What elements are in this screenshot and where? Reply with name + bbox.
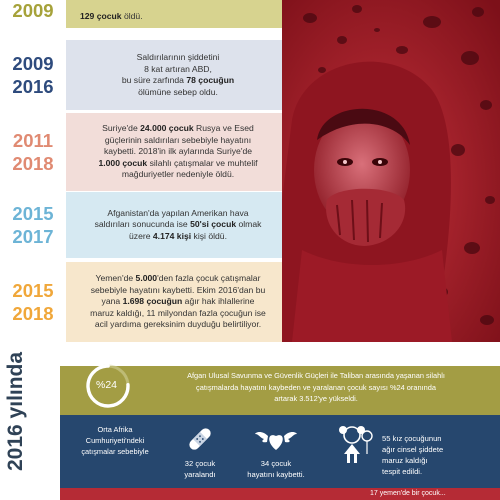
year-start: 2009 [12, 53, 54, 74]
timeline-row-2015-2017 [0, 192, 282, 258]
child-photo [282, 0, 500, 342]
highlight-text: 5.000 [135, 273, 158, 284]
body-text: ağır hak ihlallerine [182, 296, 255, 307]
body-text: Suriye'de [102, 123, 141, 134]
body-text: silahlı çatışmalar ve muhtelif [147, 157, 258, 168]
year-box [0, 113, 66, 191]
central-africa-text [64, 424, 166, 457]
stat-line: tespit edildi. [382, 467, 423, 476]
timeline-text [78, 40, 278, 110]
body-text: olmak [236, 219, 262, 230]
body-text: üzere [129, 230, 153, 241]
stat-line: 32 çocuk [184, 459, 216, 468]
year-end: 2018 [12, 153, 54, 174]
body-text: 'den fazla çocuk çatışmalar [157, 273, 261, 284]
year-end: 2018 [12, 303, 54, 324]
year-start: 2011 [12, 130, 54, 151]
highlight-text: 24.000 çocuk [140, 123, 194, 134]
timeline-row-2009 [0, 0, 282, 28]
body-text: kaybetti. 2018'in ilk aylarında Suriye'de [103, 146, 253, 157]
girl-icon [334, 424, 374, 470]
year-box [0, 192, 66, 258]
year-start: 2009 [12, 0, 54, 21]
timeline-text-bold: 129 çocuk [80, 10, 122, 21]
stat-line: ağır cinsel şiddete [382, 445, 444, 454]
section-title: 2016 yılında [4, 351, 27, 471]
highlight-text: 1.000 çocuk [98, 157, 148, 168]
text-line: Cumhuriyeti'ndeki [85, 436, 145, 445]
bandage-icon [185, 424, 215, 454]
text-line: Afgan Ulusal Savunma ve Güvenlik Güçleri ile Taliban arasında yaşanan silahlı [187, 371, 445, 380]
stat-line: hayatını kaybetti. [247, 470, 305, 479]
year-start: 2015 [12, 203, 54, 224]
body-text: acil yardıma gereksinim duyduğu belirtiliyor. [94, 319, 262, 330]
timeline-row-2015-2018 [0, 262, 282, 342]
body-text: saldırıları sonucunda ise [94, 219, 191, 230]
year-end: 2017 [12, 226, 54, 247]
body-text: bu süre zarfında [121, 75, 187, 85]
timeline-text [78, 0, 278, 28]
stat-line: 34 çocuk [260, 459, 292, 468]
body-text: mağduriyetler nedeniyle öldü. [121, 169, 235, 180]
timeline-row-2011-2018 [0, 113, 282, 191]
body-text: Rusya ve Esed [193, 123, 254, 134]
timeline-text [78, 262, 278, 342]
winged-heart-icon [254, 424, 298, 454]
body-text: Afganistan'da yapılan Amerikan hava [107, 207, 249, 218]
body-text: maruz kaldığı, 11 milyondan fazla çocuğun ise [90, 307, 266, 318]
timeline-row-2009-2016 [0, 40, 282, 110]
body-text: sebebiyle hayatını kaybetti. Ekim 2016'dan bu [90, 284, 266, 295]
stat-killed-children [238, 424, 314, 480]
text-line: çatışmalarda hayatını kaybeden ve yaralanan çocuk sayısı %24 oranında [196, 382, 436, 392]
afghan-child-count: 3.512 [110, 355, 138, 367]
body-text: Yemen'de [95, 273, 136, 284]
body-text: Saldırılarının şiddetini [136, 52, 220, 62]
afghan-percent: %24 [96, 379, 118, 391]
text-line: Orta Afrika [97, 425, 133, 434]
timeline-text-plain: öldü. [121, 10, 143, 21]
highlight-text: 50'si çocuk [190, 219, 237, 230]
afghanistan-text [146, 370, 486, 405]
text-line: artarak 3.512'ye yükseldi. [274, 394, 358, 404]
body-text: kişi öldü. [191, 230, 227, 241]
highlight-text: 78 çocuğun [186, 75, 235, 85]
stat-line: 55 kız çocuğunun [382, 434, 442, 443]
text-line: çatışmalar sebebiyle [81, 447, 149, 456]
highlight-text: 4.174 kişi [152, 230, 192, 241]
highlight-text: 1.698 çocuğun [122, 296, 183, 307]
stat-line: yaralandı [184, 470, 216, 479]
child-photo-illustration [282, 0, 500, 342]
body-text: güçlerinin saldırıları sebebiyle hayatını [104, 134, 252, 145]
stat-line: maruz kaldığı [382, 456, 428, 465]
stat-injured-children [171, 424, 229, 480]
year-end: 2016 [12, 76, 54, 97]
timeline-text [78, 113, 278, 191]
year-box [0, 0, 66, 28]
year-box [0, 40, 66, 110]
timeline-text [78, 192, 278, 258]
year-start: 2015 [12, 280, 54, 301]
body-text: yana [101, 296, 123, 307]
yemen-band-text: 17 yemen'de bir çocuk... [370, 490, 446, 497]
body-text: ölümüne sebep oldu. [138, 86, 218, 97]
body-text: 8 kat artıran ABD, [144, 63, 212, 74]
stat-girls-text [382, 433, 486, 477]
year-box [0, 262, 66, 342]
